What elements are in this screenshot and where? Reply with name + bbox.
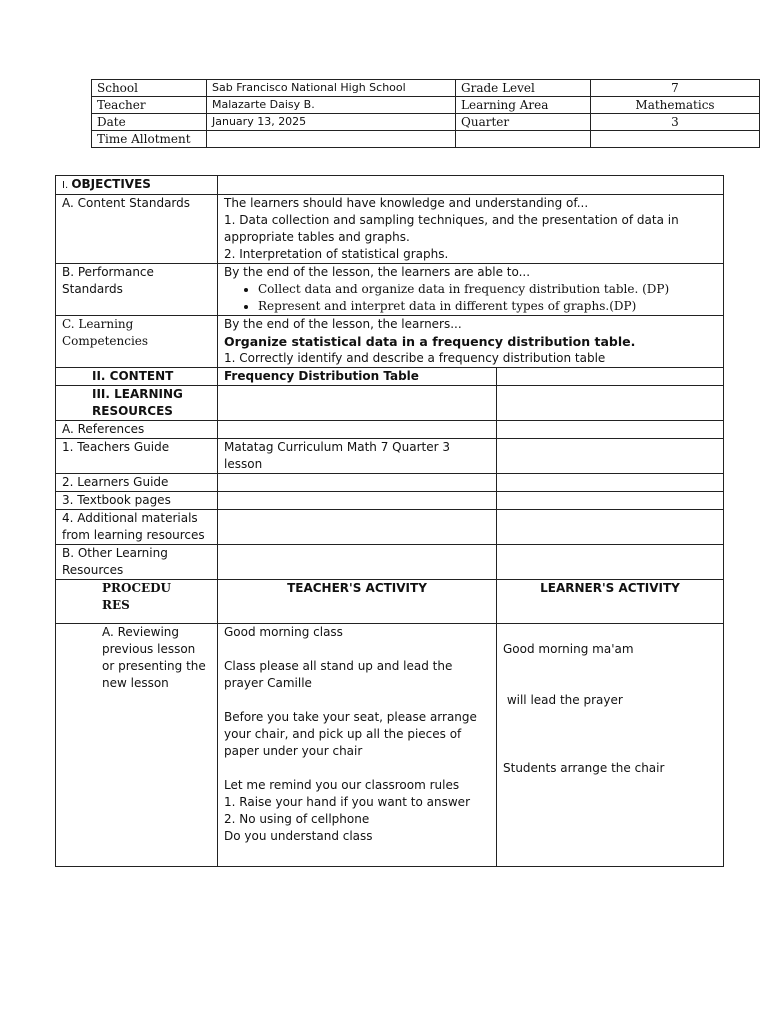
content-standards-line: 1. Data collection and sampling techniques, and the presentation of data in appropriate tables and graphs. bbox=[224, 213, 679, 244]
info-row-school bbox=[92, 80, 760, 97]
teacher-value: Malazarte Daisy B. bbox=[207, 97, 456, 114]
competencies-item: 1. Correctly identify and describe a frequency distribution table bbox=[224, 351, 606, 365]
competencies-row bbox=[56, 316, 724, 368]
empty-cell bbox=[497, 368, 724, 386]
empty-cell bbox=[497, 492, 724, 510]
time-allotment-value bbox=[207, 131, 456, 148]
teachers-guide-label: 1. Teachers Guide bbox=[56, 439, 218, 474]
teacher-rule-1: 1. Raise your hand if you want to answer bbox=[224, 795, 470, 809]
teachers-guide-value: Matatag Curriculum Math 7 Quarter 3 lesson bbox=[218, 439, 497, 474]
objectives-row bbox=[56, 176, 724, 195]
learner-arrange-response: Students arrange the chair bbox=[503, 761, 665, 775]
grade-level-label: Grade Level bbox=[456, 80, 591, 97]
empty-cell bbox=[497, 474, 724, 492]
learners-guide-row bbox=[56, 474, 724, 492]
procedure-step-label bbox=[56, 624, 218, 867]
references-label: A. References bbox=[56, 421, 218, 439]
learning-resources-text: III. LEARNING RESOURCES bbox=[92, 387, 183, 418]
info-row-teacher bbox=[92, 97, 760, 114]
school-label: School bbox=[92, 80, 207, 97]
learner-prayer-response: will lead the prayer bbox=[503, 693, 623, 707]
competencies-text bbox=[218, 316, 724, 368]
empty-cell bbox=[218, 510, 497, 545]
teachers-guide-row bbox=[56, 439, 724, 474]
other-resources-row bbox=[56, 545, 724, 580]
lesson-plan-table bbox=[55, 175, 724, 867]
teacher-activity-header: TEACHER'S ACTIVITY bbox=[218, 580, 497, 624]
empty-cell bbox=[218, 492, 497, 510]
content-label: II. CONTENT bbox=[56, 368, 218, 386]
objectives-title: OBJECTIVES bbox=[71, 177, 151, 191]
procedures-header-text: PROCEDURES bbox=[102, 581, 172, 612]
empty-cell bbox=[218, 545, 497, 580]
performance-bullet: • Represent and interpret data in different types of graphs.(DP) bbox=[258, 298, 717, 315]
procedure-step-row bbox=[56, 624, 724, 867]
procedures-header bbox=[56, 580, 218, 624]
performance-standards-label: B. Performance Standards bbox=[56, 264, 218, 316]
learning-resources-row bbox=[56, 386, 724, 421]
learners-guide-label: 2. Learners Guide bbox=[56, 474, 218, 492]
additional-materials-label: 4. Additional materials from learning resources bbox=[56, 510, 218, 545]
time-allotment-label: Time Allotment bbox=[92, 131, 207, 148]
content-value: Frequency Distribution Table bbox=[218, 368, 497, 386]
teacher-rules-intro: Let me remind you our classroom rules bbox=[224, 778, 460, 792]
school-value: Sab Francisco National High School bbox=[207, 80, 456, 97]
content-standards-text bbox=[218, 195, 724, 264]
additional-materials-row bbox=[56, 510, 724, 545]
date-value: January 13, 2025 bbox=[207, 114, 456, 131]
textbook-pages-label: 3. Textbook pages bbox=[56, 492, 218, 510]
content-standards-label: A. Content Standards bbox=[56, 195, 218, 264]
content-standards-row bbox=[56, 195, 724, 264]
empty-cell bbox=[456, 131, 591, 148]
references-row bbox=[56, 421, 724, 439]
learner-activity-header: LEARNER'S ACTIVITY bbox=[497, 580, 724, 624]
learning-area-value: Mathematics bbox=[591, 97, 760, 114]
date-label: Date bbox=[92, 114, 207, 131]
performance-standards-text bbox=[218, 264, 724, 316]
info-row-time bbox=[92, 131, 760, 148]
performance-standards-row bbox=[56, 264, 724, 316]
teacher-arrange-instruction: Before you take your seat, please arrange your chair, and pick up all the pieces of paper under your chair bbox=[224, 710, 477, 758]
empty-cell bbox=[497, 510, 724, 545]
quarter-value: 3 bbox=[591, 114, 760, 131]
competencies-objective: Organize statistical data in a frequency distribution table. bbox=[224, 334, 636, 349]
empty-cell bbox=[218, 386, 497, 421]
empty-cell bbox=[497, 545, 724, 580]
teacher-label: Teacher bbox=[92, 97, 207, 114]
performance-bullet: • Collect data and organize data in frequency distribution table. (DP) bbox=[258, 281, 717, 298]
empty-cell bbox=[218, 421, 497, 439]
learner-greeting: Good morning ma'am bbox=[503, 642, 634, 656]
empty-cell bbox=[497, 386, 724, 421]
teacher-question: Do you understand class bbox=[224, 829, 373, 843]
empty-cell bbox=[497, 439, 724, 474]
procedure-step-text: A. Reviewing previous lesson or presenting the new lesson bbox=[102, 625, 206, 690]
competencies-label: C. Learning Competencies bbox=[56, 316, 218, 368]
learning-area-label: Learning Area bbox=[456, 97, 591, 114]
empty-cell bbox=[218, 474, 497, 492]
competencies-intro: By the end of the lesson, the learners... bbox=[224, 317, 462, 331]
objectives-blank bbox=[218, 176, 724, 195]
other-resources-label: B. Other Learning Resources bbox=[56, 545, 218, 580]
procedures-header-row bbox=[56, 580, 724, 624]
lesson-info-table bbox=[91, 79, 760, 148]
content-standards-line: 2. Interpretation of statistical graphs. bbox=[224, 247, 449, 261]
empty-cell bbox=[497, 421, 724, 439]
content-standards-line: The learners should have knowledge and understanding of... bbox=[224, 196, 589, 210]
learner-activity-cell bbox=[497, 624, 724, 867]
objectives-heading bbox=[56, 176, 218, 195]
performance-bullet-list bbox=[224, 281, 717, 315]
teacher-greeting: Good morning class bbox=[224, 625, 343, 639]
teacher-prayer-instruction: Class please all stand up and lead the prayer Camille bbox=[224, 659, 453, 690]
textbook-pages-row bbox=[56, 492, 724, 510]
learning-resources-label bbox=[56, 386, 218, 421]
teacher-rule-2: 2. No using of cellphone bbox=[224, 812, 370, 826]
teacher-activity-cell bbox=[218, 624, 497, 867]
performance-intro: By the end of the lesson, the learners are able to... bbox=[224, 265, 531, 279]
content-row bbox=[56, 368, 724, 386]
empty-cell bbox=[591, 131, 760, 148]
objectives-number: I. bbox=[62, 180, 72, 191]
info-row-date bbox=[92, 114, 760, 131]
grade-level-value: 7 bbox=[591, 80, 760, 97]
quarter-label: Quarter bbox=[456, 114, 591, 131]
